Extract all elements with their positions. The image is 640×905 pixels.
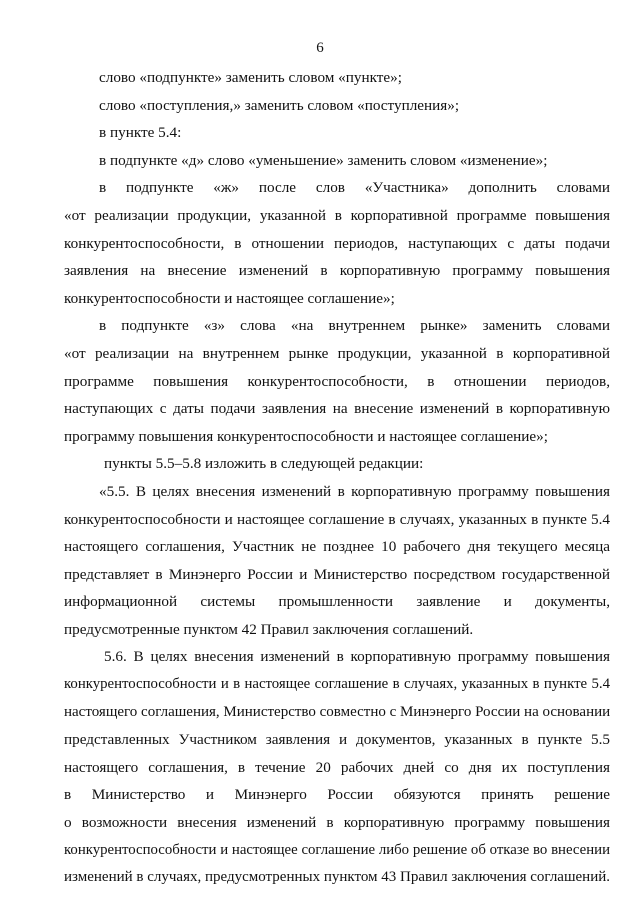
text-line: «5.5. В целях внесения изменений в корпоративную программу повышения [99,482,610,500]
text-line: конкурентоспособности и настоящее соглашение в случаях, указанных в пункте 5.4 [64,510,610,528]
text-line: в пункте 5.4: [99,124,182,142]
text-line: конкурентоспособности и в настоящее соглашение в случаях, указанных в пункте 5.4 [64,676,610,693]
text-line: настоящего соглашения, Участник не позднее 10 рабочего дня текущего месяца [64,538,610,556]
text-line: программе повышения конкурентоспособности, в отношении периодов, [64,372,610,390]
text-line: представляет в Минэнерго России и Министерство посредством государственной [64,565,610,583]
text-line: пункты 5.5–5.8 изложить в следующей редакции: [104,455,424,473]
text-line: изменений в случаях, предусмотренных пунктом 43 Правил заключения соглашений. [64,869,611,886]
text-line: в подпункте «ж» после слов «Участника» дополнить словами [99,179,610,197]
text-line: слово «поступления,» заменить словом «поступления»; [99,96,460,114]
text-line: информационной системы промышленности заявление и документы, [64,593,610,611]
text-line: представленных Участником заявления и документов, указанных в пункте 5.5 [64,731,610,749]
text-line: настоящего соглашения, в течение 20 рабочих дней со дня их поступления [64,758,610,776]
text-line: наступающих с даты подачи заявления на внесение изменений в корпоративную [64,400,610,418]
text-line: предусмотренные пунктом 42 Правил заключения соглашений. [64,620,474,638]
text-line: программу повышения конкурентоспособности и настоящее соглашение»; [64,427,548,445]
text-line: конкурентоспособности и настоящее соглашение либо решение об отказе во внесении [64,841,610,858]
text-line: слово «подпункте» заменить словом «пункте»; [99,69,402,86]
text-line: «от реализации продукции, указанной в корпоративной программе повышения [64,206,610,224]
text-line: заявления на внесение изменений в корпоративную программу повышения [64,262,610,280]
text-line: конкурентоспособности, в отношении периодов, наступающих с даты подачи [64,234,610,252]
text-line: 5.6. В целях внесения изменений в корпоративную программу повышения [104,648,610,666]
text-line: о возможности внесения изменений в корпоративную программу повышения [64,814,610,832]
document-body [64,64,610,892]
text-line: настоящего соглашения, Министерство совместно с Минэнерго России на основании [64,703,611,720]
text-line: в подпункте «з» слова «на внутреннем рынке» заменить словами [99,317,610,335]
text-line: «от реализации на внутреннем рынке продукции, указанной в корпоративной [64,344,610,362]
text-line: в подпункте «д» слово «уменьшение» заменить словом «изменение»; [99,151,548,169]
text-line: конкурентоспособности и настоящее соглашение»; [64,289,395,307]
text-line: в Министерство и Минэнерго России обязуются принять решение [64,786,610,804]
page-number: 6 [316,40,324,56]
